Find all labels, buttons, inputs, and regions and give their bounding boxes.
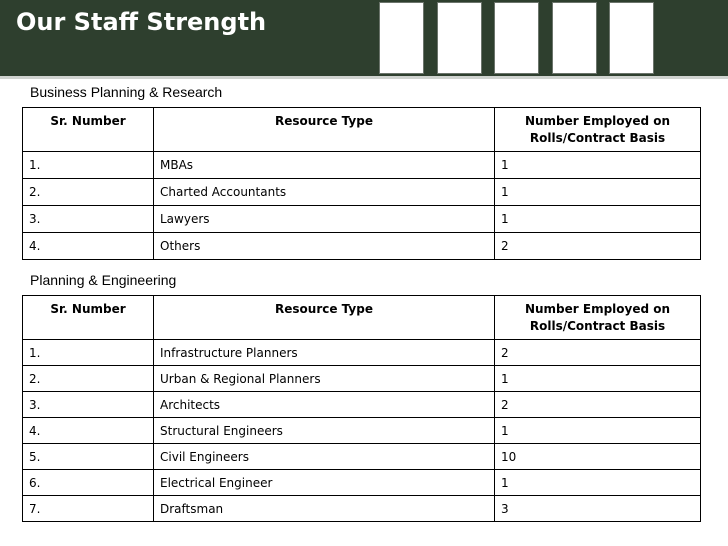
cell-sr-number: 2.: [23, 366, 154, 392]
table-row: [23, 206, 701, 233]
cell-sr-number: 7.: [23, 496, 154, 522]
table-row: [23, 152, 701, 179]
cell-sr-number: 2.: [23, 179, 154, 206]
cell-resource-type: Civil Engineers: [154, 444, 495, 470]
cell-number-employed: 1: [495, 206, 701, 233]
cell-number-employed: 1: [495, 179, 701, 206]
cell-sr-number: 3.: [23, 206, 154, 233]
table-row: [23, 340, 701, 366]
table-row: [23, 392, 701, 418]
column-header-number-employed: Number Employed on Rolls/Contract Basis: [495, 296, 701, 340]
header-thumbnail-frame: [609, 2, 654, 74]
table-row: [23, 418, 701, 444]
column-header-sr-number: Sr. Number: [23, 108, 154, 152]
cell-number-employed: 10: [495, 444, 701, 470]
cell-number-employed: 2: [495, 233, 701, 260]
page-title: Our Staff Strength: [16, 8, 267, 36]
cell-resource-type: Draftsman: [154, 496, 495, 522]
cell-number-employed: 3: [495, 496, 701, 522]
business-planning-table: [22, 107, 701, 260]
cell-sr-number: 4.: [23, 233, 154, 260]
cell-resource-type: Architects: [154, 392, 495, 418]
column-header-sr-number: Sr. Number: [23, 296, 154, 340]
cell-number-employed: 2: [495, 392, 701, 418]
table-row: [23, 366, 701, 392]
header-banner: [0, 0, 728, 76]
cell-resource-type: MBAs: [154, 152, 495, 179]
cell-sr-number: 1.: [23, 340, 154, 366]
cell-sr-number: 3.: [23, 392, 154, 418]
cell-resource-type: Infrastructure Planners: [154, 340, 495, 366]
cell-sr-number: 5.: [23, 444, 154, 470]
cell-resource-type: Structural Engineers: [154, 418, 495, 444]
cell-sr-number: 6.: [23, 470, 154, 496]
column-header-resource-type: Resource Type: [154, 296, 495, 340]
cell-resource-type: Lawyers: [154, 206, 495, 233]
table-row: [23, 179, 701, 206]
column-header-number-employed: Number Employed on Rolls/Contract Basis: [495, 108, 701, 152]
cell-resource-type: Urban & Regional Planners: [154, 366, 495, 392]
column-header-resource-type: Resource Type: [154, 108, 495, 152]
cell-sr-number: 4.: [23, 418, 154, 444]
planning-engineering-table: [22, 295, 701, 522]
header-thumbnail-frame: [379, 2, 424, 74]
table-row: [23, 496, 701, 522]
cell-number-employed: 2: [495, 340, 701, 366]
table-row: [23, 470, 701, 496]
cell-number-employed: 1: [495, 418, 701, 444]
cell-number-employed: 1: [495, 152, 701, 179]
table-header-row: [23, 108, 701, 152]
header-divider: [0, 76, 728, 79]
cell-number-employed: 1: [495, 366, 701, 392]
header-thumbnail-frame: [552, 2, 597, 74]
section-label-planning-engineering: Planning & Engineering: [30, 272, 177, 288]
table-row: [23, 444, 701, 470]
section-label-business-planning: Business Planning & Research: [30, 84, 223, 100]
cell-resource-type: Charted Accountants: [154, 179, 495, 206]
cell-resource-type: Electrical Engineer: [154, 470, 495, 496]
header-thumbnail-frame: [437, 2, 482, 74]
header-thumbnail-frame: [494, 2, 539, 74]
cell-number-employed: 1: [495, 470, 701, 496]
table-header-row: [23, 296, 701, 340]
cell-resource-type: Others: [154, 233, 495, 260]
table-row: [23, 233, 701, 260]
cell-sr-number: 1.: [23, 152, 154, 179]
